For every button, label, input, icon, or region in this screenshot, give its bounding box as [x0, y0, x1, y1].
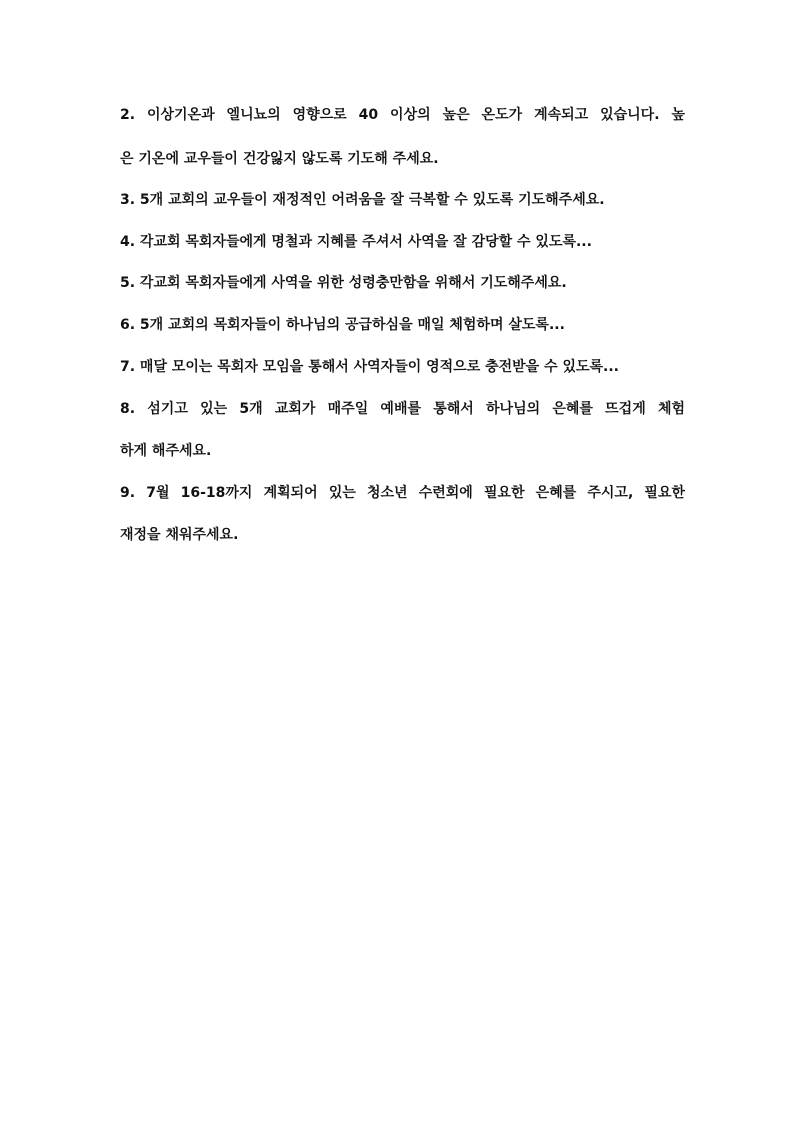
- prayer-item-2-line-2: 은 기온에 교우들이 건강잃지 않도록 기도해 주세요.: [120, 151, 439, 167]
- prayer-item-7: 7. 매달 모이는 목회자 모임을 통해서 사역자들이 영적으로 충전받을 수 있도록...: [120, 359, 619, 375]
- prayer-item-9-line-2: 재정을 채워주세요.: [120, 527, 239, 543]
- prayer-item-8-line-2: 하게 해주세요.: [120, 443, 212, 459]
- prayer-item-6: 6. 5개 교회의 목회자들이 하나님의 공급하심을 매일 체험하며 살도록...: [120, 317, 565, 333]
- prayer-item-5: 5. 각교회 목회자들에게 사역을 위한 성령충만함을 위해서 기도해주세요.: [120, 275, 567, 291]
- prayer-item-8-line-1: 8. 섬기고 있는 5개 교회가 매주일 예배를 통해서 하나님의 은혜를 뜨겁게 체험: [120, 401, 685, 417]
- prayer-item-2-line-1: 2. 이상기온과 엘니뇨의 영향으로 40 이상의 높은 온도가 계속되고 있습니다. 높: [120, 107, 685, 123]
- prayer-item-3: 3. 5개 교회의 교우들이 재정적인 어려움을 잘 극복할 수 있도록 기도해주세요.: [120, 192, 605, 208]
- prayer-item-4: 4. 각교회 목회자들에게 명철과 지혜를 주셔서 사역을 잘 감당할 수 있도록...: [120, 234, 592, 250]
- prayer-item-9-line-1: 9. 7월 16-18까지 계획되어 있는 청소년 수련회에 필요한 은혜를 주시고, 필요한: [120, 485, 685, 501]
